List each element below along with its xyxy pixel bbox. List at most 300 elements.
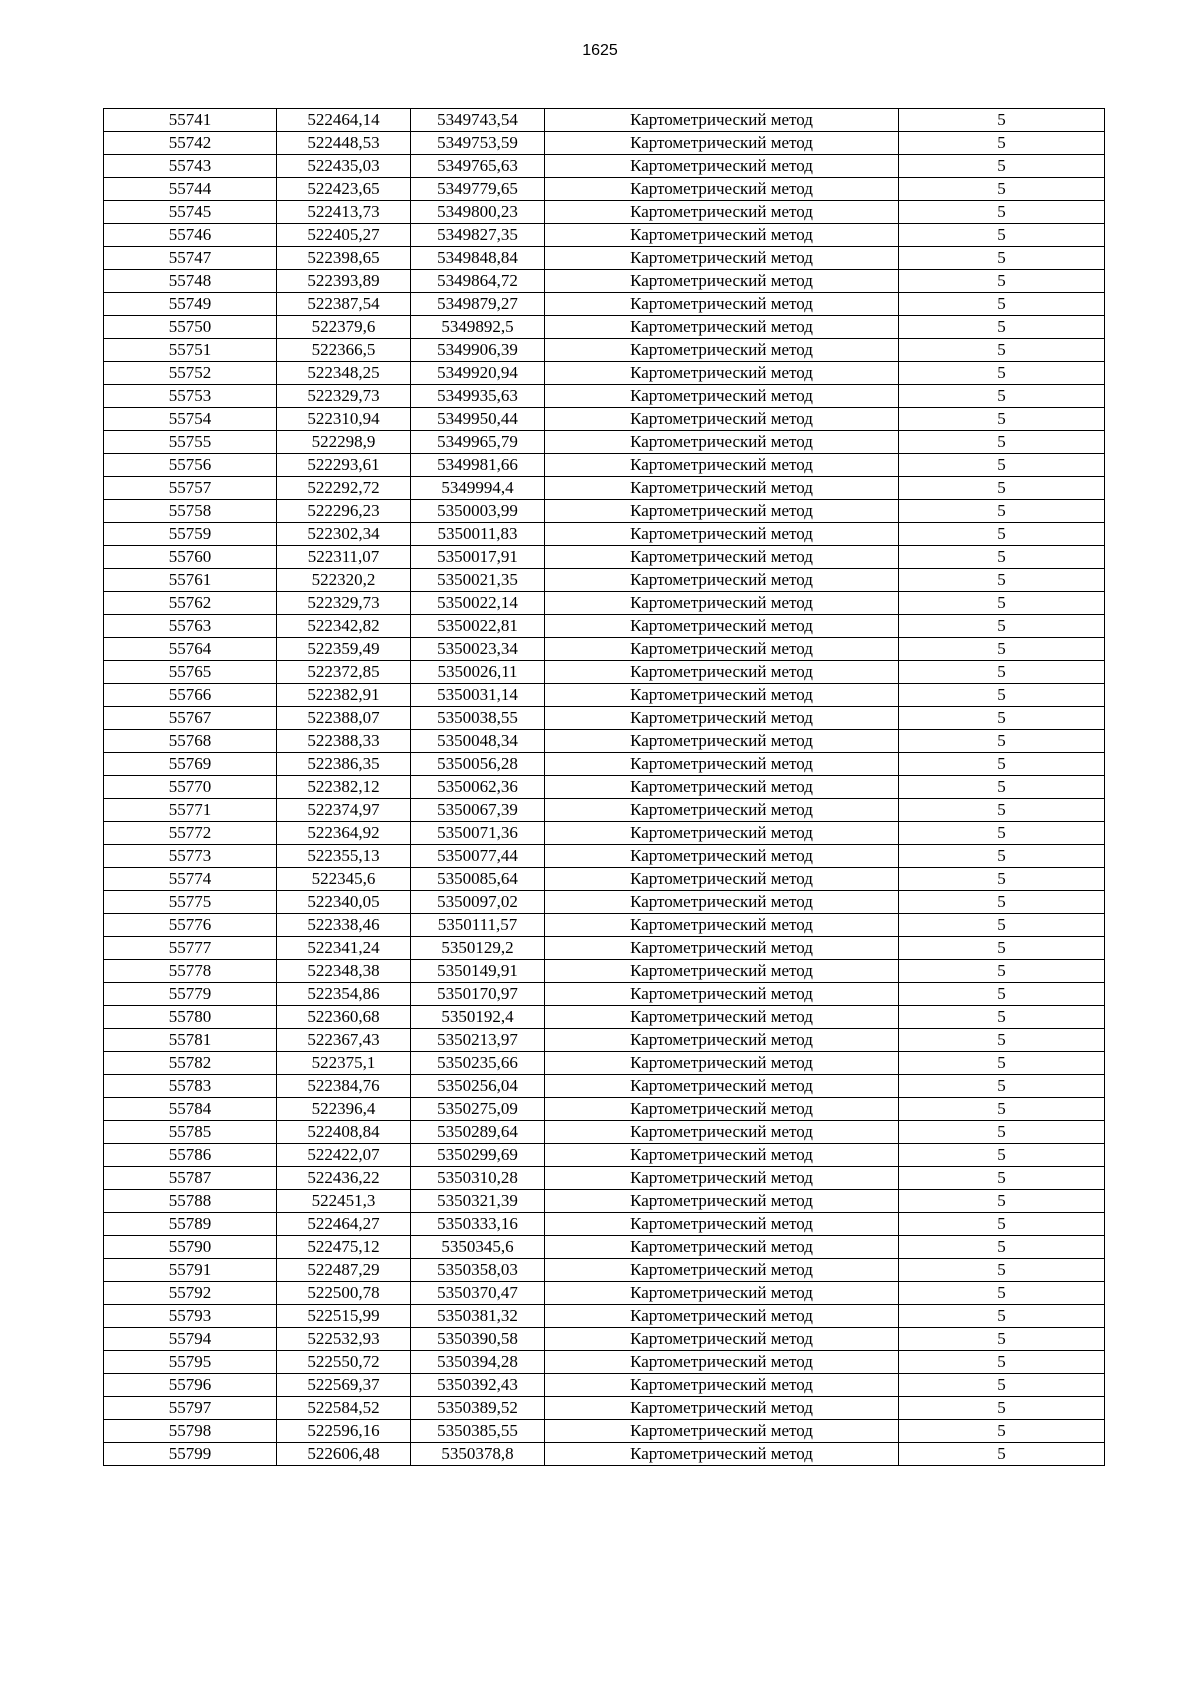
method-cell: Картометрический метод (545, 224, 899, 247)
x-coordinate-cell: 522348,38 (277, 960, 411, 983)
table-row (104, 500, 1105, 523)
y-coordinate-cell: 5350097,02 (411, 891, 545, 914)
y-coordinate-cell: 5349743,54 (411, 109, 545, 132)
table-row (104, 201, 1105, 224)
y-coordinate-cell: 5350022,14 (411, 592, 545, 615)
x-coordinate-cell: 522606,48 (277, 1443, 411, 1466)
method-cell: Картометрический метод (545, 362, 899, 385)
accuracy-cell: 5 (899, 891, 1105, 914)
point-number-cell: 55784 (104, 1098, 277, 1121)
point-number-cell: 55776 (104, 914, 277, 937)
accuracy-cell: 5 (899, 707, 1105, 730)
y-coordinate-cell: 5350256,04 (411, 1075, 545, 1098)
y-coordinate-cell: 5349906,39 (411, 339, 545, 362)
x-coordinate-cell: 522388,07 (277, 707, 411, 730)
x-coordinate-cell: 522532,93 (277, 1328, 411, 1351)
method-cell: Картометрический метод (545, 1282, 899, 1305)
method-cell: Картометрический метод (545, 1075, 899, 1098)
method-cell: Картометрический метод (545, 615, 899, 638)
y-coordinate-cell: 5349879,27 (411, 293, 545, 316)
table-row (104, 753, 1105, 776)
y-coordinate-cell: 5350003,99 (411, 500, 545, 523)
y-coordinate-cell: 5349994,4 (411, 477, 545, 500)
y-coordinate-cell: 5350299,69 (411, 1144, 545, 1167)
x-coordinate-cell: 522398,65 (277, 247, 411, 270)
point-number-cell: 55794 (104, 1328, 277, 1351)
table-row (104, 1351, 1105, 1374)
y-coordinate-cell: 5349920,94 (411, 362, 545, 385)
table-row (104, 615, 1105, 638)
y-coordinate-cell: 5350067,39 (411, 799, 545, 822)
x-coordinate-cell: 522359,49 (277, 638, 411, 661)
method-cell: Картометрический метод (545, 1351, 899, 1374)
y-coordinate-cell: 5350381,32 (411, 1305, 545, 1328)
table-row (104, 1213, 1105, 1236)
accuracy-cell: 5 (899, 339, 1105, 362)
point-number-cell: 55759 (104, 523, 277, 546)
table-row (104, 1374, 1105, 1397)
y-coordinate-cell: 5350392,43 (411, 1374, 545, 1397)
method-cell: Картометрический метод (545, 753, 899, 776)
x-coordinate-cell: 522515,99 (277, 1305, 411, 1328)
method-cell: Картометрический метод (545, 408, 899, 431)
table-row (104, 477, 1105, 500)
point-number-cell: 55770 (104, 776, 277, 799)
x-coordinate-cell: 522436,22 (277, 1167, 411, 1190)
point-number-cell: 55796 (104, 1374, 277, 1397)
table-row (104, 339, 1105, 362)
point-number-cell: 55744 (104, 178, 277, 201)
method-cell: Картометрический метод (545, 132, 899, 155)
y-coordinate-cell: 5349965,79 (411, 431, 545, 454)
point-number-cell: 55757 (104, 477, 277, 500)
table-row (104, 1075, 1105, 1098)
point-number-cell: 55789 (104, 1213, 277, 1236)
point-number-cell: 55755 (104, 431, 277, 454)
method-cell: Картометрический метод (545, 1374, 899, 1397)
method-cell: Картометрический метод (545, 1167, 899, 1190)
table-row (104, 293, 1105, 316)
point-number-cell: 55783 (104, 1075, 277, 1098)
y-coordinate-cell: 5350011,83 (411, 523, 545, 546)
y-coordinate-cell: 5349800,23 (411, 201, 545, 224)
point-number-cell: 55764 (104, 638, 277, 661)
accuracy-cell: 5 (899, 201, 1105, 224)
x-coordinate-cell: 522451,3 (277, 1190, 411, 1213)
point-number-cell: 55786 (104, 1144, 277, 1167)
y-coordinate-cell: 5349848,84 (411, 247, 545, 270)
method-cell: Картометрический метод (545, 339, 899, 362)
y-coordinate-cell: 5350192,4 (411, 1006, 545, 1029)
accuracy-cell: 5 (899, 914, 1105, 937)
x-coordinate-cell: 522475,12 (277, 1236, 411, 1259)
method-cell: Картометрический метод (545, 477, 899, 500)
point-number-cell: 55743 (104, 155, 277, 178)
point-number-cell: 55788 (104, 1190, 277, 1213)
accuracy-cell: 5 (899, 1052, 1105, 1075)
y-coordinate-cell: 5350275,09 (411, 1098, 545, 1121)
y-coordinate-cell: 5350031,14 (411, 684, 545, 707)
method-cell: Картометрический метод (545, 270, 899, 293)
method-cell: Картометрический метод (545, 799, 899, 822)
x-coordinate-cell: 522408,84 (277, 1121, 411, 1144)
x-coordinate-cell: 522396,4 (277, 1098, 411, 1121)
table-row (104, 1167, 1105, 1190)
point-number-cell: 55772 (104, 822, 277, 845)
method-cell: Картометрический метод (545, 592, 899, 615)
accuracy-cell: 5 (899, 960, 1105, 983)
table-row (104, 569, 1105, 592)
x-coordinate-cell: 522310,94 (277, 408, 411, 431)
method-cell: Картометрический метод (545, 707, 899, 730)
point-number-cell: 55748 (104, 270, 277, 293)
x-coordinate-cell: 522367,43 (277, 1029, 411, 1052)
x-coordinate-cell: 522296,23 (277, 500, 411, 523)
method-cell: Картометрический метод (545, 638, 899, 661)
accuracy-cell: 5 (899, 845, 1105, 868)
accuracy-cell: 5 (899, 684, 1105, 707)
accuracy-cell: 5 (899, 1075, 1105, 1098)
table-row (104, 592, 1105, 615)
x-coordinate-cell: 522293,61 (277, 454, 411, 477)
method-cell: Картометрический метод (545, 868, 899, 891)
x-coordinate-cell: 522387,54 (277, 293, 411, 316)
table-row (104, 1305, 1105, 1328)
point-number-cell: 55771 (104, 799, 277, 822)
table-row (104, 1420, 1105, 1443)
table-row (104, 1144, 1105, 1167)
table-row (104, 178, 1105, 201)
method-cell: Картометрический метод (545, 431, 899, 454)
accuracy-cell: 5 (899, 569, 1105, 592)
point-number-cell: 55797 (104, 1397, 277, 1420)
table-row (104, 109, 1105, 132)
y-coordinate-cell: 5349935,63 (411, 385, 545, 408)
x-coordinate-cell: 522345,6 (277, 868, 411, 891)
y-coordinate-cell: 5349864,72 (411, 270, 545, 293)
y-coordinate-cell: 5350077,44 (411, 845, 545, 868)
point-number-cell: 55767 (104, 707, 277, 730)
x-coordinate-cell: 522375,1 (277, 1052, 411, 1075)
x-coordinate-cell: 522584,52 (277, 1397, 411, 1420)
y-coordinate-cell: 5349950,44 (411, 408, 545, 431)
table-row (104, 1029, 1105, 1052)
table-row (104, 1098, 1105, 1121)
x-coordinate-cell: 522374,97 (277, 799, 411, 822)
table-row (104, 408, 1105, 431)
table-row (104, 891, 1105, 914)
point-number-cell: 55760 (104, 546, 277, 569)
accuracy-cell: 5 (899, 132, 1105, 155)
y-coordinate-cell: 5349765,63 (411, 155, 545, 178)
table-row (104, 914, 1105, 937)
table-row (104, 155, 1105, 178)
x-coordinate-cell: 522298,9 (277, 431, 411, 454)
point-number-cell: 55790 (104, 1236, 277, 1259)
x-coordinate-cell: 522388,33 (277, 730, 411, 753)
point-number-cell: 55754 (104, 408, 277, 431)
table-row (104, 523, 1105, 546)
accuracy-cell: 5 (899, 776, 1105, 799)
table-row (104, 546, 1105, 569)
x-coordinate-cell: 522500,78 (277, 1282, 411, 1305)
table-row (104, 224, 1105, 247)
y-coordinate-cell: 5350289,64 (411, 1121, 545, 1144)
method-cell: Картометрический метод (545, 293, 899, 316)
x-coordinate-cell: 522386,35 (277, 753, 411, 776)
coordinates-table-body (104, 109, 1105, 1466)
accuracy-cell: 5 (899, 1259, 1105, 1282)
table-row (104, 385, 1105, 408)
accuracy-cell: 5 (899, 500, 1105, 523)
table-row (104, 431, 1105, 454)
accuracy-cell: 5 (899, 385, 1105, 408)
point-number-cell: 55752 (104, 362, 277, 385)
y-coordinate-cell: 5350048,34 (411, 730, 545, 753)
point-number-cell: 55750 (104, 316, 277, 339)
accuracy-cell: 5 (899, 937, 1105, 960)
table-row (104, 661, 1105, 684)
x-coordinate-cell: 522384,76 (277, 1075, 411, 1098)
table-row (104, 1121, 1105, 1144)
accuracy-cell: 5 (899, 1397, 1105, 1420)
point-number-cell: 55778 (104, 960, 277, 983)
coordinates-table (103, 108, 1105, 1466)
method-cell: Картометрический метод (545, 822, 899, 845)
method-cell: Картометрический метод (545, 1328, 899, 1351)
table-row (104, 799, 1105, 822)
y-coordinate-cell: 5350213,97 (411, 1029, 545, 1052)
x-coordinate-cell: 522360,68 (277, 1006, 411, 1029)
y-coordinate-cell: 5350394,28 (411, 1351, 545, 1374)
accuracy-cell: 5 (899, 546, 1105, 569)
x-coordinate-cell: 522464,27 (277, 1213, 411, 1236)
x-coordinate-cell: 522464,14 (277, 109, 411, 132)
table-row (104, 684, 1105, 707)
accuracy-cell: 5 (899, 1328, 1105, 1351)
y-coordinate-cell: 5350071,36 (411, 822, 545, 845)
point-number-cell: 55793 (104, 1305, 277, 1328)
method-cell: Картометрический метод (545, 776, 899, 799)
method-cell: Картометрический метод (545, 316, 899, 339)
y-coordinate-cell: 5350129,2 (411, 937, 545, 960)
y-coordinate-cell: 5350345,6 (411, 1236, 545, 1259)
y-coordinate-cell: 5350111,57 (411, 914, 545, 937)
x-coordinate-cell: 522341,24 (277, 937, 411, 960)
method-cell: Картометрический метод (545, 845, 899, 868)
method-cell: Картометрический метод (545, 1121, 899, 1144)
point-number-cell: 55751 (104, 339, 277, 362)
method-cell: Картометрический метод (545, 523, 899, 546)
y-coordinate-cell: 5350370,47 (411, 1282, 545, 1305)
accuracy-cell: 5 (899, 293, 1105, 316)
method-cell: Картометрический метод (545, 247, 899, 270)
method-cell: Картометрический метод (545, 661, 899, 684)
table-row (104, 960, 1105, 983)
y-coordinate-cell: 5350378,8 (411, 1443, 545, 1466)
method-cell: Картометрический метод (545, 1006, 899, 1029)
method-cell: Картометрический метод (545, 155, 899, 178)
x-coordinate-cell: 522311,07 (277, 546, 411, 569)
table-row (104, 1052, 1105, 1075)
x-coordinate-cell: 522487,29 (277, 1259, 411, 1282)
method-cell: Картометрический метод (545, 730, 899, 753)
y-coordinate-cell: 5350390,58 (411, 1328, 545, 1351)
accuracy-cell: 5 (899, 247, 1105, 270)
point-number-cell: 55741 (104, 109, 277, 132)
accuracy-cell: 5 (899, 1282, 1105, 1305)
accuracy-cell: 5 (899, 155, 1105, 178)
method-cell: Картометрический метод (545, 1443, 899, 1466)
accuracy-cell: 5 (899, 1213, 1105, 1236)
point-number-cell: 55762 (104, 592, 277, 615)
x-coordinate-cell: 522393,89 (277, 270, 411, 293)
method-cell: Картометрический метод (545, 960, 899, 983)
point-number-cell: 55791 (104, 1259, 277, 1282)
accuracy-cell: 5 (899, 316, 1105, 339)
y-coordinate-cell: 5350021,35 (411, 569, 545, 592)
table-row (104, 1282, 1105, 1305)
method-cell: Картометрический метод (545, 1305, 899, 1328)
method-cell: Картометрический метод (545, 178, 899, 201)
x-coordinate-cell: 522379,6 (277, 316, 411, 339)
method-cell: Картометрический метод (545, 109, 899, 132)
table-row (104, 868, 1105, 891)
point-number-cell: 55765 (104, 661, 277, 684)
method-cell: Картометрический метод (545, 891, 899, 914)
accuracy-cell: 5 (899, 1443, 1105, 1466)
y-coordinate-cell: 5350026,11 (411, 661, 545, 684)
accuracy-cell: 5 (899, 1374, 1105, 1397)
point-number-cell: 55747 (104, 247, 277, 270)
accuracy-cell: 5 (899, 362, 1105, 385)
point-number-cell: 55777 (104, 937, 277, 960)
point-number-cell: 55758 (104, 500, 277, 523)
y-coordinate-cell: 5349892,5 (411, 316, 545, 339)
table-row (104, 270, 1105, 293)
x-coordinate-cell: 522302,34 (277, 523, 411, 546)
method-cell: Картометрический метод (545, 454, 899, 477)
y-coordinate-cell: 5350235,66 (411, 1052, 545, 1075)
accuracy-cell: 5 (899, 615, 1105, 638)
accuracy-cell: 5 (899, 1098, 1105, 1121)
x-coordinate-cell: 522372,85 (277, 661, 411, 684)
y-coordinate-cell: 5350170,97 (411, 983, 545, 1006)
y-coordinate-cell: 5350017,91 (411, 546, 545, 569)
accuracy-cell: 5 (899, 431, 1105, 454)
x-coordinate-cell: 522413,73 (277, 201, 411, 224)
accuracy-cell: 5 (899, 1236, 1105, 1259)
x-coordinate-cell: 522342,82 (277, 615, 411, 638)
table-row (104, 1328, 1105, 1351)
method-cell: Картометрический метод (545, 1144, 899, 1167)
point-number-cell: 55768 (104, 730, 277, 753)
x-coordinate-cell: 522382,12 (277, 776, 411, 799)
y-coordinate-cell: 5350056,28 (411, 753, 545, 776)
accuracy-cell: 5 (899, 109, 1105, 132)
y-coordinate-cell: 5349827,35 (411, 224, 545, 247)
table-row (104, 937, 1105, 960)
point-number-cell: 55780 (104, 1006, 277, 1029)
y-coordinate-cell: 5350333,16 (411, 1213, 545, 1236)
method-cell: Картометрический метод (545, 684, 899, 707)
y-coordinate-cell: 5350310,28 (411, 1167, 545, 1190)
point-number-cell: 55742 (104, 132, 277, 155)
method-cell: Картометрический метод (545, 1190, 899, 1213)
page-number: 1625 (582, 42, 618, 59)
x-coordinate-cell: 522340,05 (277, 891, 411, 914)
method-cell: Картометрический метод (545, 385, 899, 408)
x-coordinate-cell: 522435,03 (277, 155, 411, 178)
point-number-cell: 55779 (104, 983, 277, 1006)
x-coordinate-cell: 522366,5 (277, 339, 411, 362)
accuracy-cell: 5 (899, 822, 1105, 845)
accuracy-cell: 5 (899, 868, 1105, 891)
x-coordinate-cell: 522329,73 (277, 385, 411, 408)
accuracy-cell: 5 (899, 592, 1105, 615)
x-coordinate-cell: 522338,46 (277, 914, 411, 937)
table-row (104, 1190, 1105, 1213)
y-coordinate-cell: 5350149,91 (411, 960, 545, 983)
method-cell: Картометрический метод (545, 1259, 899, 1282)
method-cell: Картометрический метод (545, 914, 899, 937)
point-number-cell: 55746 (104, 224, 277, 247)
y-coordinate-cell: 5349981,66 (411, 454, 545, 477)
point-number-cell: 55749 (104, 293, 277, 316)
point-number-cell: 55782 (104, 1052, 277, 1075)
accuracy-cell: 5 (899, 1167, 1105, 1190)
table-row (104, 822, 1105, 845)
point-number-cell: 55756 (104, 454, 277, 477)
accuracy-cell: 5 (899, 1144, 1105, 1167)
accuracy-cell: 5 (899, 753, 1105, 776)
x-coordinate-cell: 522320,2 (277, 569, 411, 592)
point-number-cell: 55766 (104, 684, 277, 707)
x-coordinate-cell: 522405,27 (277, 224, 411, 247)
table-row (104, 1397, 1105, 1420)
x-coordinate-cell: 522355,13 (277, 845, 411, 868)
table-row (104, 638, 1105, 661)
y-coordinate-cell: 5350358,03 (411, 1259, 545, 1282)
accuracy-cell: 5 (899, 1029, 1105, 1052)
table-row (104, 1259, 1105, 1282)
point-number-cell: 55799 (104, 1443, 277, 1466)
table-row (104, 316, 1105, 339)
x-coordinate-cell: 522448,53 (277, 132, 411, 155)
method-cell: Картометрический метод (545, 1029, 899, 1052)
point-number-cell: 55773 (104, 845, 277, 868)
accuracy-cell: 5 (899, 638, 1105, 661)
accuracy-cell: 5 (899, 1190, 1105, 1213)
point-number-cell: 55798 (104, 1420, 277, 1443)
point-number-cell: 55775 (104, 891, 277, 914)
accuracy-cell: 5 (899, 1351, 1105, 1374)
accuracy-cell: 5 (899, 477, 1105, 500)
method-cell: Картометрический метод (545, 1397, 899, 1420)
table-row (104, 707, 1105, 730)
method-cell: Картометрический метод (545, 1052, 899, 1075)
table-row (104, 362, 1105, 385)
accuracy-cell: 5 (899, 523, 1105, 546)
method-cell: Картометрический метод (545, 1420, 899, 1443)
x-coordinate-cell: 522292,72 (277, 477, 411, 500)
point-number-cell: 55781 (104, 1029, 277, 1052)
point-number-cell: 55769 (104, 753, 277, 776)
x-coordinate-cell: 522364,92 (277, 822, 411, 845)
point-number-cell: 55763 (104, 615, 277, 638)
accuracy-cell: 5 (899, 224, 1105, 247)
x-coordinate-cell: 522596,16 (277, 1420, 411, 1443)
